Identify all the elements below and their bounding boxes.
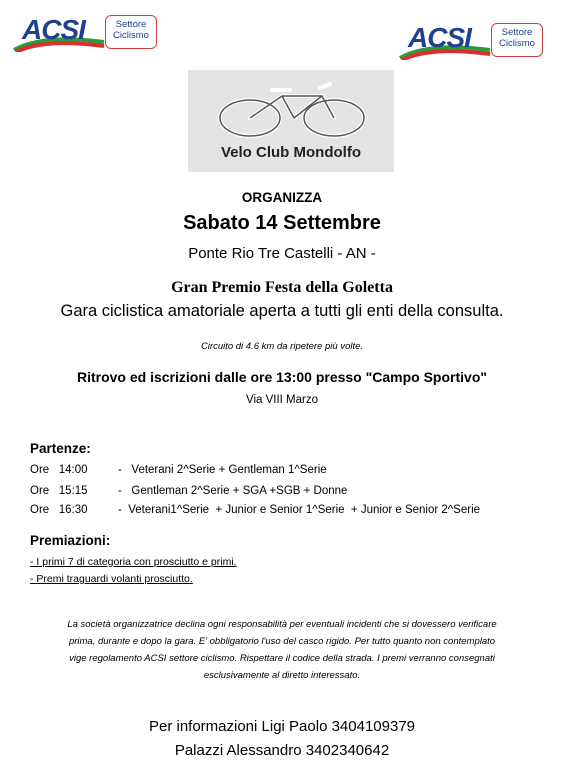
settore-ciclismo-badge <box>105 15 157 49</box>
event-description: Gara ciclistica amatoriale aperta a tutti gli enti della consulta. <box>60 302 504 320</box>
acsi-logo-left <box>12 12 162 52</box>
partenza-row <box>30 504 480 516</box>
contact-line: Per informazioni Ligi Paolo 3404109379 <box>148 718 415 735</box>
ciclismo-text: Ciclismo <box>113 30 149 41</box>
contact-line: Palazzi Alessandro 3402340642 <box>174 742 390 759</box>
club-name: Velo Club Mondolfo <box>221 144 361 161</box>
premiazioni-title: Premiazioni: <box>30 533 111 548</box>
club-logo <box>188 70 394 172</box>
ciclismo-text: Ciclismo <box>499 38 535 49</box>
partenza-categories: - Veterani 2^Serie + Gentleman 1^Serie <box>118 464 327 476</box>
partenze-title: Partenze: <box>30 441 91 456</box>
settore-text: Settore <box>115 19 147 30</box>
partenza-time: Ore 14:00 <box>30 464 88 476</box>
partenza-categories: - Gentleman 2^Serie + SGA +SGB + Donne <box>118 485 348 497</box>
settore-ciclismo-badge <box>491 23 543 57</box>
event-place: Ponte Rio Tre Castelli - AN - <box>188 245 376 262</box>
partenza-time: Ore 15:15 <box>30 485 88 497</box>
ritrovo-address: Via VIII Marzo <box>245 394 318 406</box>
event-date: Sabato 14 Settembre <box>183 212 381 234</box>
event-title: Gran Premio Festa della Goletta <box>171 279 393 296</box>
partenza-categories: - Veterani1^Serie + Junior e Senior 1^Serie + Junior e Senior 2^Serie <box>118 504 481 516</box>
prize-item: - I primi 7 di categoria con prosciutto e primi. <box>30 556 237 568</box>
ritrovo-info: Ritrovo ed iscrizioni dalle ore 13:00 presso "Campo Sportivo" <box>76 369 488 385</box>
bicycle-icon <box>212 78 372 140</box>
acsi-brand-text: ACSI <box>408 22 471 53</box>
partenza-row <box>30 464 327 476</box>
acsi-logo-right <box>398 20 548 60</box>
acsi-brand-text: ACSI <box>22 14 85 45</box>
organizza-label: ORGANIZZA <box>241 190 323 205</box>
disclaimer-text: La società organizzatrice declina ogni responsabilità per eventuali incidenti che si dovessero verificare prima, durante e dopo la gara. E' obbligatorio l'uso del casco rigido. Per tutto quanto non contemplato vige regolamento ACSI settore ciclismo. Rispettare il codice della strada. I premi verranno consegnati esclusivamente al diretto interessato. <box>67 619 497 681</box>
partenza-time: Ore 16:30 <box>30 504 88 516</box>
settore-text: Settore <box>501 27 533 38</box>
prize-item: - Premi traguardi volanti prosciutto. <box>30 573 193 585</box>
partenza-row <box>30 485 347 497</box>
circuit-note: Circuito di 4.6 km da ripetere più volte. <box>200 341 364 352</box>
